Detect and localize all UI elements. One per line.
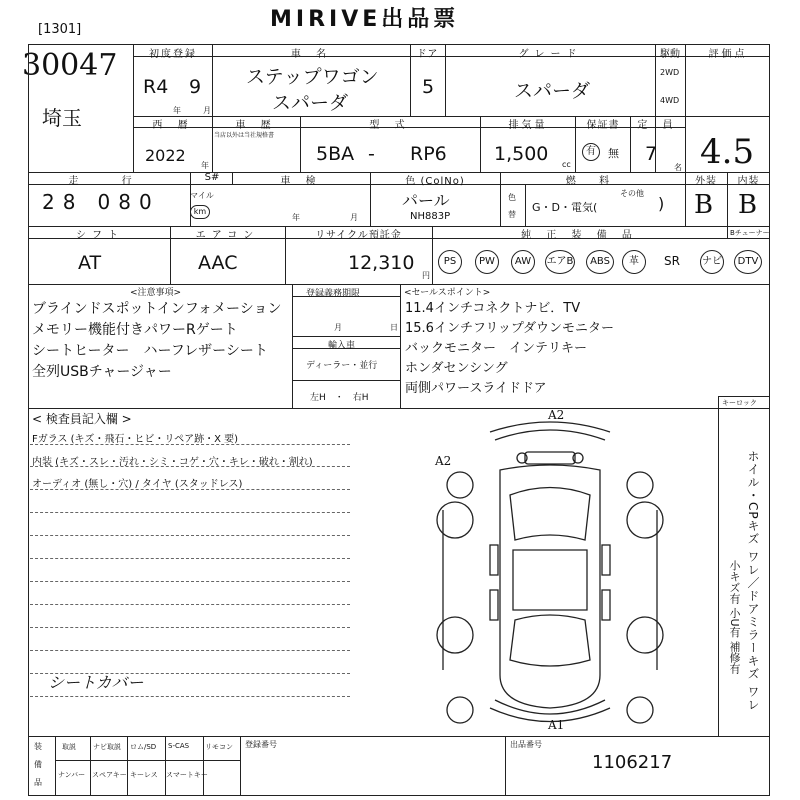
sunroof-header: S# (204, 172, 220, 183)
chassis-header: 車 歴 (235, 120, 277, 131)
side-panel-small: 小キズ有 小U有 補修有 (728, 560, 741, 675)
fuel-other: その他 (620, 189, 644, 198)
footer-item: ナンバー (58, 771, 86, 779)
first-reg-header: 初度登録 (149, 49, 197, 60)
mileage-digit: 8 (62, 190, 76, 214)
capacity-value: 7 (645, 143, 658, 165)
inspection-header: 車 検 (280, 176, 322, 187)
handwritten-note: シートカバー (48, 673, 144, 692)
color-code: NH883P (410, 211, 451, 222)
sales-point: 両側パワースライドドア (405, 381, 547, 396)
grade-value: スパーダ (514, 80, 591, 102)
side-panel-text: ホイル・CPキズ ワレ／ドアミラーキズ ワレ (746, 450, 760, 712)
damage-mark: A2 (548, 408, 565, 422)
aircon-header: エアコン (195, 230, 260, 241)
note-line: 全列USBチャージャー (32, 364, 172, 380)
exterior-header: 外装 (695, 176, 717, 187)
reg-era: R4 (143, 76, 169, 98)
notes-header: <注意事項> (130, 288, 182, 298)
equip-aw: AW (511, 250, 535, 274)
drive-header: 駆動 (660, 49, 680, 60)
inspector-line: 内装 (キズ・スレ・汚れ・シミ・コゲ・穴・キレ・破れ・割れ) (32, 457, 313, 468)
footer-item: リモコン (205, 743, 233, 751)
capacity-header: 定 員 (637, 120, 679, 131)
shift-value: AT (78, 252, 102, 274)
model-code: RP6 (410, 143, 447, 165)
mileage-digit: 0 (138, 190, 152, 214)
recycle-header: リサイクル預託金 (315, 230, 402, 241)
footer-item: スマートキー (166, 771, 208, 779)
note-line: メモリー機能付きパワーRゲート (32, 322, 238, 338)
color-name: パール (402, 191, 450, 210)
rating-score: 4.5 (700, 132, 755, 172)
car-name-line2: スパーダ (272, 92, 349, 114)
exterior-grade: B (694, 190, 714, 220)
note-line: ブラインドスポットインフォメーション (32, 301, 282, 317)
equip-dtv: DTV (734, 250, 762, 274)
sales-point: 15.6インチフリップダウンモニター (405, 321, 614, 336)
import-dealer: ディーラー・並行 (306, 361, 378, 371)
interior-header: 内装 (737, 176, 760, 187)
mileage-digit: 8 (118, 190, 131, 214)
exhibit-number: 1106217 (592, 752, 673, 773)
mileage-header: 走 行 (68, 176, 152, 187)
mileage-digit: 2 (42, 190, 55, 214)
footer-item: 取説 (62, 743, 76, 751)
note-line: シートヒーター ハーフレザーシート (32, 343, 268, 359)
b-tuner-header: Bチューナー (730, 229, 770, 237)
car-diagram (425, 410, 675, 735)
mileage-unit-mile: マイル (190, 191, 214, 200)
doors-header: ドア (416, 49, 439, 60)
interior-grade: B (738, 190, 758, 220)
sales-points-header: <セールスポイント> (404, 288, 491, 298)
rating-header: 評価点 (708, 49, 748, 60)
reg-month: 9 (189, 76, 202, 98)
footer-item: スペアキー (92, 771, 127, 779)
footer-item: ロム/SD (130, 743, 157, 751)
sales-point: ホンダセンシング (405, 361, 508, 376)
sales-points-list (405, 299, 614, 399)
footer-item: ナビ取説 (93, 743, 121, 751)
inspector-header: < 検査員記入欄 > (32, 412, 132, 426)
prefecture: 埼玉 (42, 106, 82, 130)
damage-mark: A1 (548, 718, 565, 732)
displacement-value: 1,500 (494, 143, 549, 165)
mileage-digits (42, 190, 152, 214)
western-year: 2022 (145, 146, 186, 165)
lot-number: 30047 (22, 48, 118, 83)
western-year-header: 西 暦 (152, 120, 194, 131)
drive-4wd: 4WD (660, 96, 680, 105)
sales-point: 11.4インチコネクトナビ．TV (405, 301, 581, 316)
model-header: 型 式 (369, 120, 411, 131)
import-steering: 左H ・ 右H (310, 393, 369, 403)
color-header: 色 (ColNo) (405, 176, 465, 187)
grade-header: グレード (518, 49, 583, 60)
drive-2wd: 2WD (660, 68, 680, 77)
equipment-header: 純 正 装 備 品 (521, 230, 638, 241)
inspector-line: Fガラス (キズ・飛石・ヒビ・リペア跡・X 要) (32, 434, 239, 445)
equip-ps: PS (438, 250, 462, 274)
mileage-digit: 0 (97, 190, 111, 214)
aircon-value: AAC (198, 252, 238, 274)
doors-value: 5 (422, 76, 435, 98)
footer-item: キーレス (130, 771, 158, 779)
footer-row-label: 装備品 (34, 742, 42, 787)
import-header: 輸入車 (328, 341, 356, 351)
exhibit-number-label: 出品番号 (510, 740, 542, 749)
model-dash: - (368, 143, 375, 165)
fuel-header: 燃 料 (565, 176, 620, 187)
equip-sr: SR (664, 254, 680, 268)
mileage-unit-km: km (190, 205, 210, 219)
key-lock-label: キーロック (722, 399, 757, 407)
inspector-line: オーディオ (無し・穴) / タイヤ (スタッドレス) (32, 479, 243, 490)
chassis-note: 当店以外は当社規格書 (214, 132, 275, 139)
equip-leather: 革 (622, 250, 646, 274)
registered-number-label: 登録番号 (245, 740, 277, 749)
sales-point: バックモニター インテリキー (405, 341, 588, 356)
footer-item: S-CAS (168, 742, 190, 750)
car-name-line1: ステップワゴン (246, 66, 379, 88)
car-name-header: 車 名 (290, 49, 333, 60)
equip-abs: ABS (586, 250, 614, 274)
recycle-value: 12,310 (348, 252, 415, 274)
equip-pw: PW (475, 250, 499, 274)
notes-list (32, 299, 281, 383)
reg-date-header: 登録義務期限 (306, 289, 361, 299)
displacement-header: 排気量 (508, 120, 548, 131)
page-title: MIRIVE出品票 (270, 7, 460, 32)
equip-airbag: エアB (545, 250, 575, 274)
lot-code: [1301] (38, 22, 82, 37)
warranty-no: 無 (608, 147, 619, 160)
warranty-yes: 有 (582, 143, 600, 161)
model-prefix: 5BA (316, 143, 355, 165)
warranty-header: 保証書 (586, 120, 620, 131)
damage-mark: A2 (435, 454, 452, 468)
fuel-options: G・D・電気( (532, 201, 598, 214)
shift-header: シフト (76, 230, 124, 241)
equip-navi: ナビ (700, 250, 724, 274)
